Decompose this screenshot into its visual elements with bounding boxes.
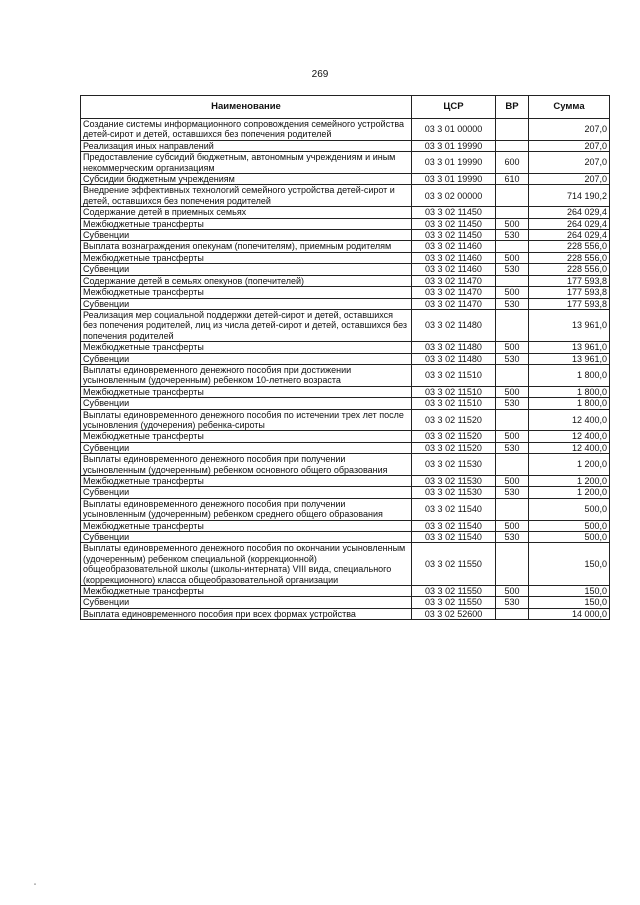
cell-vr: 530 bbox=[496, 532, 529, 543]
cell-name: Субвенции bbox=[81, 353, 412, 364]
cell-sum: 228 556,0 bbox=[529, 241, 610, 252]
cell-csr: 03 3 02 11480 bbox=[412, 353, 496, 364]
cell-csr: 03 3 02 11470 bbox=[412, 298, 496, 309]
cell-vr bbox=[496, 207, 529, 218]
table-row bbox=[81, 207, 610, 218]
table-row bbox=[81, 309, 610, 341]
cell-vr bbox=[496, 498, 529, 520]
cell-sum: 1 200,0 bbox=[529, 454, 610, 476]
header-sum: Сумма bbox=[529, 96, 610, 119]
cell-sum: 714 190,2 bbox=[529, 185, 610, 207]
cell-sum: 264 029,4 bbox=[529, 218, 610, 229]
cell-vr: 500 bbox=[496, 586, 529, 597]
table-row bbox=[81, 520, 610, 531]
cell-name: Содержание детей в приемных семьях bbox=[81, 207, 412, 218]
cell-sum: 14 000,0 bbox=[529, 608, 610, 619]
table-row bbox=[81, 454, 610, 476]
cell-csr: 03 3 02 11480 bbox=[412, 309, 496, 341]
table-body bbox=[81, 119, 610, 620]
header-vr: ВР bbox=[496, 96, 529, 119]
cell-csr: 03 3 02 11530 bbox=[412, 476, 496, 487]
cell-vr: 530 bbox=[496, 398, 529, 409]
cell-vr: 500 bbox=[496, 431, 529, 442]
table-row bbox=[81, 586, 610, 597]
cell-name: Внедрение эффективных технологий семейного устройства детей-сирот и детей, оставшихся без попечения родителей bbox=[81, 185, 412, 207]
cell-name: Выплата вознаграждения опекунам (попечителям), приемным родителям bbox=[81, 241, 412, 252]
cell-name: Субвенции bbox=[81, 398, 412, 409]
cell-vr: 500 bbox=[496, 476, 529, 487]
corner-mark: " bbox=[34, 884, 37, 890]
cell-vr: 530 bbox=[496, 487, 529, 498]
cell-name: Межбюджетные трансферты bbox=[81, 431, 412, 442]
table-header-row bbox=[81, 96, 610, 119]
cell-sum: 207,0 bbox=[529, 174, 610, 185]
cell-csr: 03 3 02 11540 bbox=[412, 520, 496, 531]
table-row bbox=[81, 342, 610, 353]
cell-csr: 03 3 01 19990 bbox=[412, 140, 496, 151]
cell-csr: 03 3 02 11530 bbox=[412, 454, 496, 476]
cell-csr: 03 3 02 11450 bbox=[412, 218, 496, 229]
cell-sum: 150,0 bbox=[529, 597, 610, 608]
cell-csr: 03 3 02 11510 bbox=[412, 364, 496, 386]
cell-name: Межбюджетные трансферты bbox=[81, 218, 412, 229]
cell-sum: 1 200,0 bbox=[529, 476, 610, 487]
cell-vr bbox=[496, 409, 529, 431]
cell-vr: 600 bbox=[496, 152, 529, 174]
table-row bbox=[81, 386, 610, 397]
cell-name: Межбюджетные трансферты bbox=[81, 586, 412, 597]
cell-csr: 03 3 02 11550 bbox=[412, 543, 496, 586]
cell-vr bbox=[496, 275, 529, 286]
table-row bbox=[81, 608, 610, 619]
cell-vr bbox=[496, 140, 529, 151]
cell-name: Межбюджетные трансферты bbox=[81, 476, 412, 487]
cell-sum: 13 961,0 bbox=[529, 342, 610, 353]
cell-sum: 12 400,0 bbox=[529, 409, 610, 431]
cell-csr: 03 3 02 11470 bbox=[412, 275, 496, 286]
cell-name: Создание системы информационного сопровождения семейного устройства детей-сирот и детей, оставшихся без попечения родителей bbox=[81, 119, 412, 141]
cell-name: Выплаты единовременного денежного пособия по окончании усыновленным (удочеренным) ребенком специальной (коррекционной) общеобразовательной школы (школы-интерната) VIII вида, специального (коррекционного) класса общеобразовательной организации bbox=[81, 543, 412, 586]
cell-sum: 207,0 bbox=[529, 152, 610, 174]
cell-name: Субсидии бюджетным учреждениям bbox=[81, 174, 412, 185]
table-row bbox=[81, 275, 610, 286]
cell-sum: 1 800,0 bbox=[529, 386, 610, 397]
table-row bbox=[81, 218, 610, 229]
cell-csr: 03 3 01 19990 bbox=[412, 174, 496, 185]
cell-sum: 13 961,0 bbox=[529, 353, 610, 364]
cell-csr: 03 3 02 11540 bbox=[412, 532, 496, 543]
cell-csr: 03 3 02 11460 bbox=[412, 241, 496, 252]
cell-vr bbox=[496, 543, 529, 586]
cell-csr: 03 3 02 11550 bbox=[412, 597, 496, 608]
table-row bbox=[81, 532, 610, 543]
table-row bbox=[81, 543, 610, 586]
cell-name: Межбюджетные трансферты bbox=[81, 342, 412, 353]
cell-name: Выплаты единовременного денежного пособия при достижении усыновленным (удочеренным) ребенком 10-летнего возраста bbox=[81, 364, 412, 386]
cell-sum: 500,0 bbox=[529, 520, 610, 531]
cell-name: Выплата единовременного пособия при всех формах устройства bbox=[81, 608, 412, 619]
cell-vr: 500 bbox=[496, 218, 529, 229]
cell-name: Выплаты единовременного денежного пособия при получении усыновленным (удочеренным) ребенком основного общего образования bbox=[81, 454, 412, 476]
cell-name: Межбюджетные трансферты bbox=[81, 386, 412, 397]
table-row bbox=[81, 442, 610, 453]
table-row bbox=[81, 487, 610, 498]
table-row bbox=[81, 398, 610, 409]
cell-csr: 03 3 02 11520 bbox=[412, 409, 496, 431]
cell-csr: 03 3 02 11450 bbox=[412, 207, 496, 218]
cell-sum: 177 593,8 bbox=[529, 287, 610, 298]
table-row bbox=[81, 230, 610, 241]
cell-csr: 03 3 02 11510 bbox=[412, 386, 496, 397]
cell-name: Межбюджетные трансферты bbox=[81, 287, 412, 298]
header-name: Наименование bbox=[81, 96, 412, 119]
cell-name: Выплаты единовременного денежного пособия при получении усыновленным (удочеренным) ребенком среднего общего образования bbox=[81, 498, 412, 520]
cell-csr: 03 3 02 11460 bbox=[412, 264, 496, 275]
cell-vr bbox=[496, 454, 529, 476]
cell-sum: 500,0 bbox=[529, 498, 610, 520]
cell-sum: 150,0 bbox=[529, 586, 610, 597]
cell-name: Субвенции bbox=[81, 298, 412, 309]
cell-sum: 1 800,0 bbox=[529, 364, 610, 386]
cell-name: Межбюджетные трансферты bbox=[81, 252, 412, 263]
table-row bbox=[81, 241, 610, 252]
cell-sum: 150,0 bbox=[529, 543, 610, 586]
cell-sum: 264 029,4 bbox=[529, 207, 610, 218]
cell-sum: 12 400,0 bbox=[529, 431, 610, 442]
cell-sum: 264 029,4 bbox=[529, 230, 610, 241]
cell-sum: 207,0 bbox=[529, 140, 610, 151]
table-row bbox=[81, 140, 610, 151]
cell-name: Субвенции bbox=[81, 264, 412, 275]
cell-name: Содержание детей в семьях опекунов (попечителей) bbox=[81, 275, 412, 286]
table-row bbox=[81, 185, 610, 207]
cell-vr: 500 bbox=[496, 342, 529, 353]
cell-vr: 610 bbox=[496, 174, 529, 185]
table-row bbox=[81, 476, 610, 487]
cell-csr: 03 3 02 00000 bbox=[412, 185, 496, 207]
cell-csr: 03 3 02 11510 bbox=[412, 398, 496, 409]
cell-csr: 03 3 02 11550 bbox=[412, 586, 496, 597]
cell-vr: 530 bbox=[496, 298, 529, 309]
cell-vr: 530 bbox=[496, 597, 529, 608]
cell-name: Субвенции bbox=[81, 532, 412, 543]
cell-vr bbox=[496, 241, 529, 252]
cell-name: Предоставление субсидий бюджетным, автономным учреждениям и иным некоммерческим организациям bbox=[81, 152, 412, 174]
cell-csr: 03 3 01 19990 bbox=[412, 152, 496, 174]
table-row bbox=[81, 364, 610, 386]
cell-csr: 03 3 01 00000 bbox=[412, 119, 496, 141]
cell-vr: 500 bbox=[496, 520, 529, 531]
table-row bbox=[81, 119, 610, 141]
cell-vr: 500 bbox=[496, 252, 529, 263]
cell-sum: 207,0 bbox=[529, 119, 610, 141]
budget-table bbox=[80, 95, 610, 620]
cell-vr: 500 bbox=[496, 386, 529, 397]
cell-csr: 03 3 02 11520 bbox=[412, 431, 496, 442]
table-row bbox=[81, 353, 610, 364]
table-row bbox=[81, 287, 610, 298]
table-row bbox=[81, 152, 610, 174]
cell-vr: 530 bbox=[496, 353, 529, 364]
cell-name: Межбюджетные трансферты bbox=[81, 520, 412, 531]
cell-vr bbox=[496, 185, 529, 207]
cell-vr bbox=[496, 364, 529, 386]
cell-vr bbox=[496, 119, 529, 141]
cell-csr: 03 3 02 11450 bbox=[412, 230, 496, 241]
cell-sum: 1 800,0 bbox=[529, 398, 610, 409]
cell-vr: 530 bbox=[496, 230, 529, 241]
cell-name: Реализация иных направлений bbox=[81, 140, 412, 151]
cell-csr: 03 3 02 52600 bbox=[412, 608, 496, 619]
cell-sum: 228 556,0 bbox=[529, 252, 610, 263]
table-row bbox=[81, 431, 610, 442]
table-row bbox=[81, 264, 610, 275]
cell-name: Субвенции bbox=[81, 230, 412, 241]
cell-sum: 500,0 bbox=[529, 532, 610, 543]
page-number: 269 bbox=[311, 69, 329, 80]
table-row bbox=[81, 298, 610, 309]
cell-sum: 228 556,0 bbox=[529, 264, 610, 275]
cell-csr: 03 3 02 11470 bbox=[412, 287, 496, 298]
table-row bbox=[81, 498, 610, 520]
cell-vr: 530 bbox=[496, 442, 529, 453]
table-row bbox=[81, 252, 610, 263]
cell-csr: 03 3 02 11520 bbox=[412, 442, 496, 453]
cell-csr: 03 3 02 11480 bbox=[412, 342, 496, 353]
cell-name: Выплаты единовременного денежного пособия по истечении трех лет после усыновления (удочерения) ребенка-сироты bbox=[81, 409, 412, 431]
cell-csr: 03 3 02 11530 bbox=[412, 487, 496, 498]
table-row bbox=[81, 174, 610, 185]
cell-sum: 12 400,0 bbox=[529, 442, 610, 453]
cell-sum: 13 961,0 bbox=[529, 309, 610, 341]
cell-sum: 1 200,0 bbox=[529, 487, 610, 498]
cell-vr: 500 bbox=[496, 287, 529, 298]
cell-csr: 03 3 02 11460 bbox=[412, 252, 496, 263]
cell-name: Субвенции bbox=[81, 442, 412, 453]
cell-vr: 530 bbox=[496, 264, 529, 275]
cell-sum: 177 593,8 bbox=[529, 298, 610, 309]
cell-vr bbox=[496, 309, 529, 341]
cell-vr bbox=[496, 608, 529, 619]
cell-name: Субвенции bbox=[81, 597, 412, 608]
table-row bbox=[81, 597, 610, 608]
cell-name: Реализация мер социальной поддержки детей-сирот и детей, оставшихся без попечения родителей, лиц из числа детей-сирот и детей, оставшихся без попечения родителей bbox=[81, 309, 412, 341]
cell-name: Субвенции bbox=[81, 487, 412, 498]
table-row bbox=[81, 409, 610, 431]
cell-sum: 177 593,8 bbox=[529, 275, 610, 286]
header-csr: ЦСР bbox=[412, 96, 496, 119]
cell-csr: 03 3 02 11540 bbox=[412, 498, 496, 520]
